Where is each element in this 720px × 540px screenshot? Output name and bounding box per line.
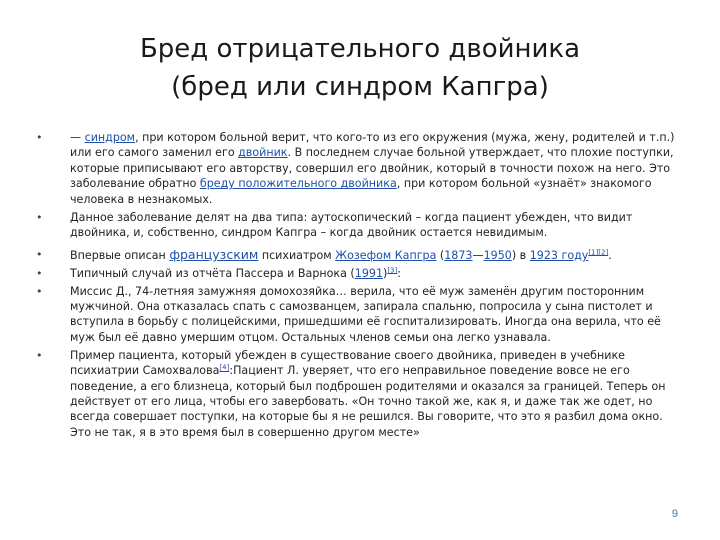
- footnote-1-2[interactable]: [1][2]: [588, 248, 609, 257]
- link-year-1950[interactable]: 1950: [483, 248, 512, 262]
- text: ): [383, 266, 388, 280]
- bullet-marker: •: [36, 210, 43, 224]
- text: . В последнем случае больной утверждает, что плохие поступки, которые приписывают его авторству, совершил его двойник, который в точности похож на него. Это заболевание обратно: [70, 146, 674, 191]
- link-syndrome[interactable]: синдром: [84, 131, 136, 144]
- text: Типичный случай из отчёта Пассера и Варнока (: [70, 266, 355, 280]
- link-double[interactable]: двойник: [238, 146, 288, 160]
- bullet-first-described: [36, 247, 676, 263]
- link-year-1873[interactable]: 1873: [444, 248, 473, 262]
- bullet-types: [36, 210, 676, 241]
- bullet-marker: •: [36, 284, 43, 298]
- bullet-marker: •: [36, 247, 43, 261]
- text: психиатром: [258, 248, 336, 262]
- bullet-marker: •: [36, 348, 43, 362]
- text: —: [472, 248, 484, 262]
- link-joseph-capgras[interactable]: Жозефом Капгра: [335, 248, 437, 262]
- text: .: [608, 248, 612, 262]
- text: , при котором больной «узнаёт» знакомого человека в незнакомых.: [70, 177, 652, 206]
- text: Пример пациента, который убежден в существование своего двойника, приведен в учебнике психиатрии Самохвалова: [70, 348, 625, 378]
- link-french[interactable]: французским: [169, 246, 259, 262]
- title-line-1: Бред отрицательного двойника: [139, 34, 581, 64]
- link-positive-double-delusion[interactable]: бреду положительного двойника: [199, 177, 397, 191]
- footnote-4[interactable]: [4]: [219, 363, 230, 372]
- text: (: [436, 248, 445, 262]
- bullet-list: [36, 130, 676, 447]
- link-year-1923[interactable]: 1923 году: [529, 248, 589, 262]
- bullet-patient-example: [36, 348, 676, 440]
- text: ) в: [511, 248, 530, 262]
- text: Данное заболевание делят на два типа: аутоскопический – когда пациент убежден, что видит двойника, и, собственно, синдром Капгра – когда двойник остается невидимым.: [70, 210, 633, 239]
- page-number: 9: [671, 508, 678, 520]
- text: Впервые описан: [70, 248, 170, 262]
- text: , при котором больной верит, что кого-то из его окружения (мужа, жену, родителей и т.п.) или его самого заменил его: [70, 131, 675, 160]
- slide-title: [60, 30, 660, 106]
- footnote-3[interactable]: [3]: [387, 266, 398, 275]
- bullet-marker: •: [36, 266, 43, 280]
- text: :: [397, 266, 401, 280]
- text: —: [70, 131, 85, 144]
- bullet-typical-case: [36, 266, 676, 281]
- text: :Пациент Л. уверяет, что его неправильное поведение вовсе не его поведение, а его близнеца, который был подброшен родителями и оказался за границей. Теперь он действует от его лица, чтобы его завербовать. «Он точно такой же, как я, и даже так же одет, но всегда совершает поступки, на которые бы я не решился. Вы говорите, что это я разбил дома окно. Это не так, я в это время был в совершенно другом месте»: [70, 364, 666, 439]
- text: Миссис Д., 74-летняя замужняя домохозяйка… верила, что её муж заменён другим посторонним мужчиной. Она отказалась спать с самозванцем, запирала спальню, попросила у сына пистолет и вступила в борьбу с полицейскими, пришедшими её госпитализировать. Иногда она верила, что её муж был её давно умершим отцом. Остальных членов семьи она легко узнавала.: [70, 284, 661, 344]
- link-year-1991[interactable]: 1991: [354, 266, 383, 280]
- bullet-mrs-d: [36, 284, 676, 346]
- bullet-marker: •: [36, 131, 43, 144]
- bullet-definition: [36, 130, 676, 207]
- title-line-2: (бред или синдром Капгра): [171, 72, 549, 102]
